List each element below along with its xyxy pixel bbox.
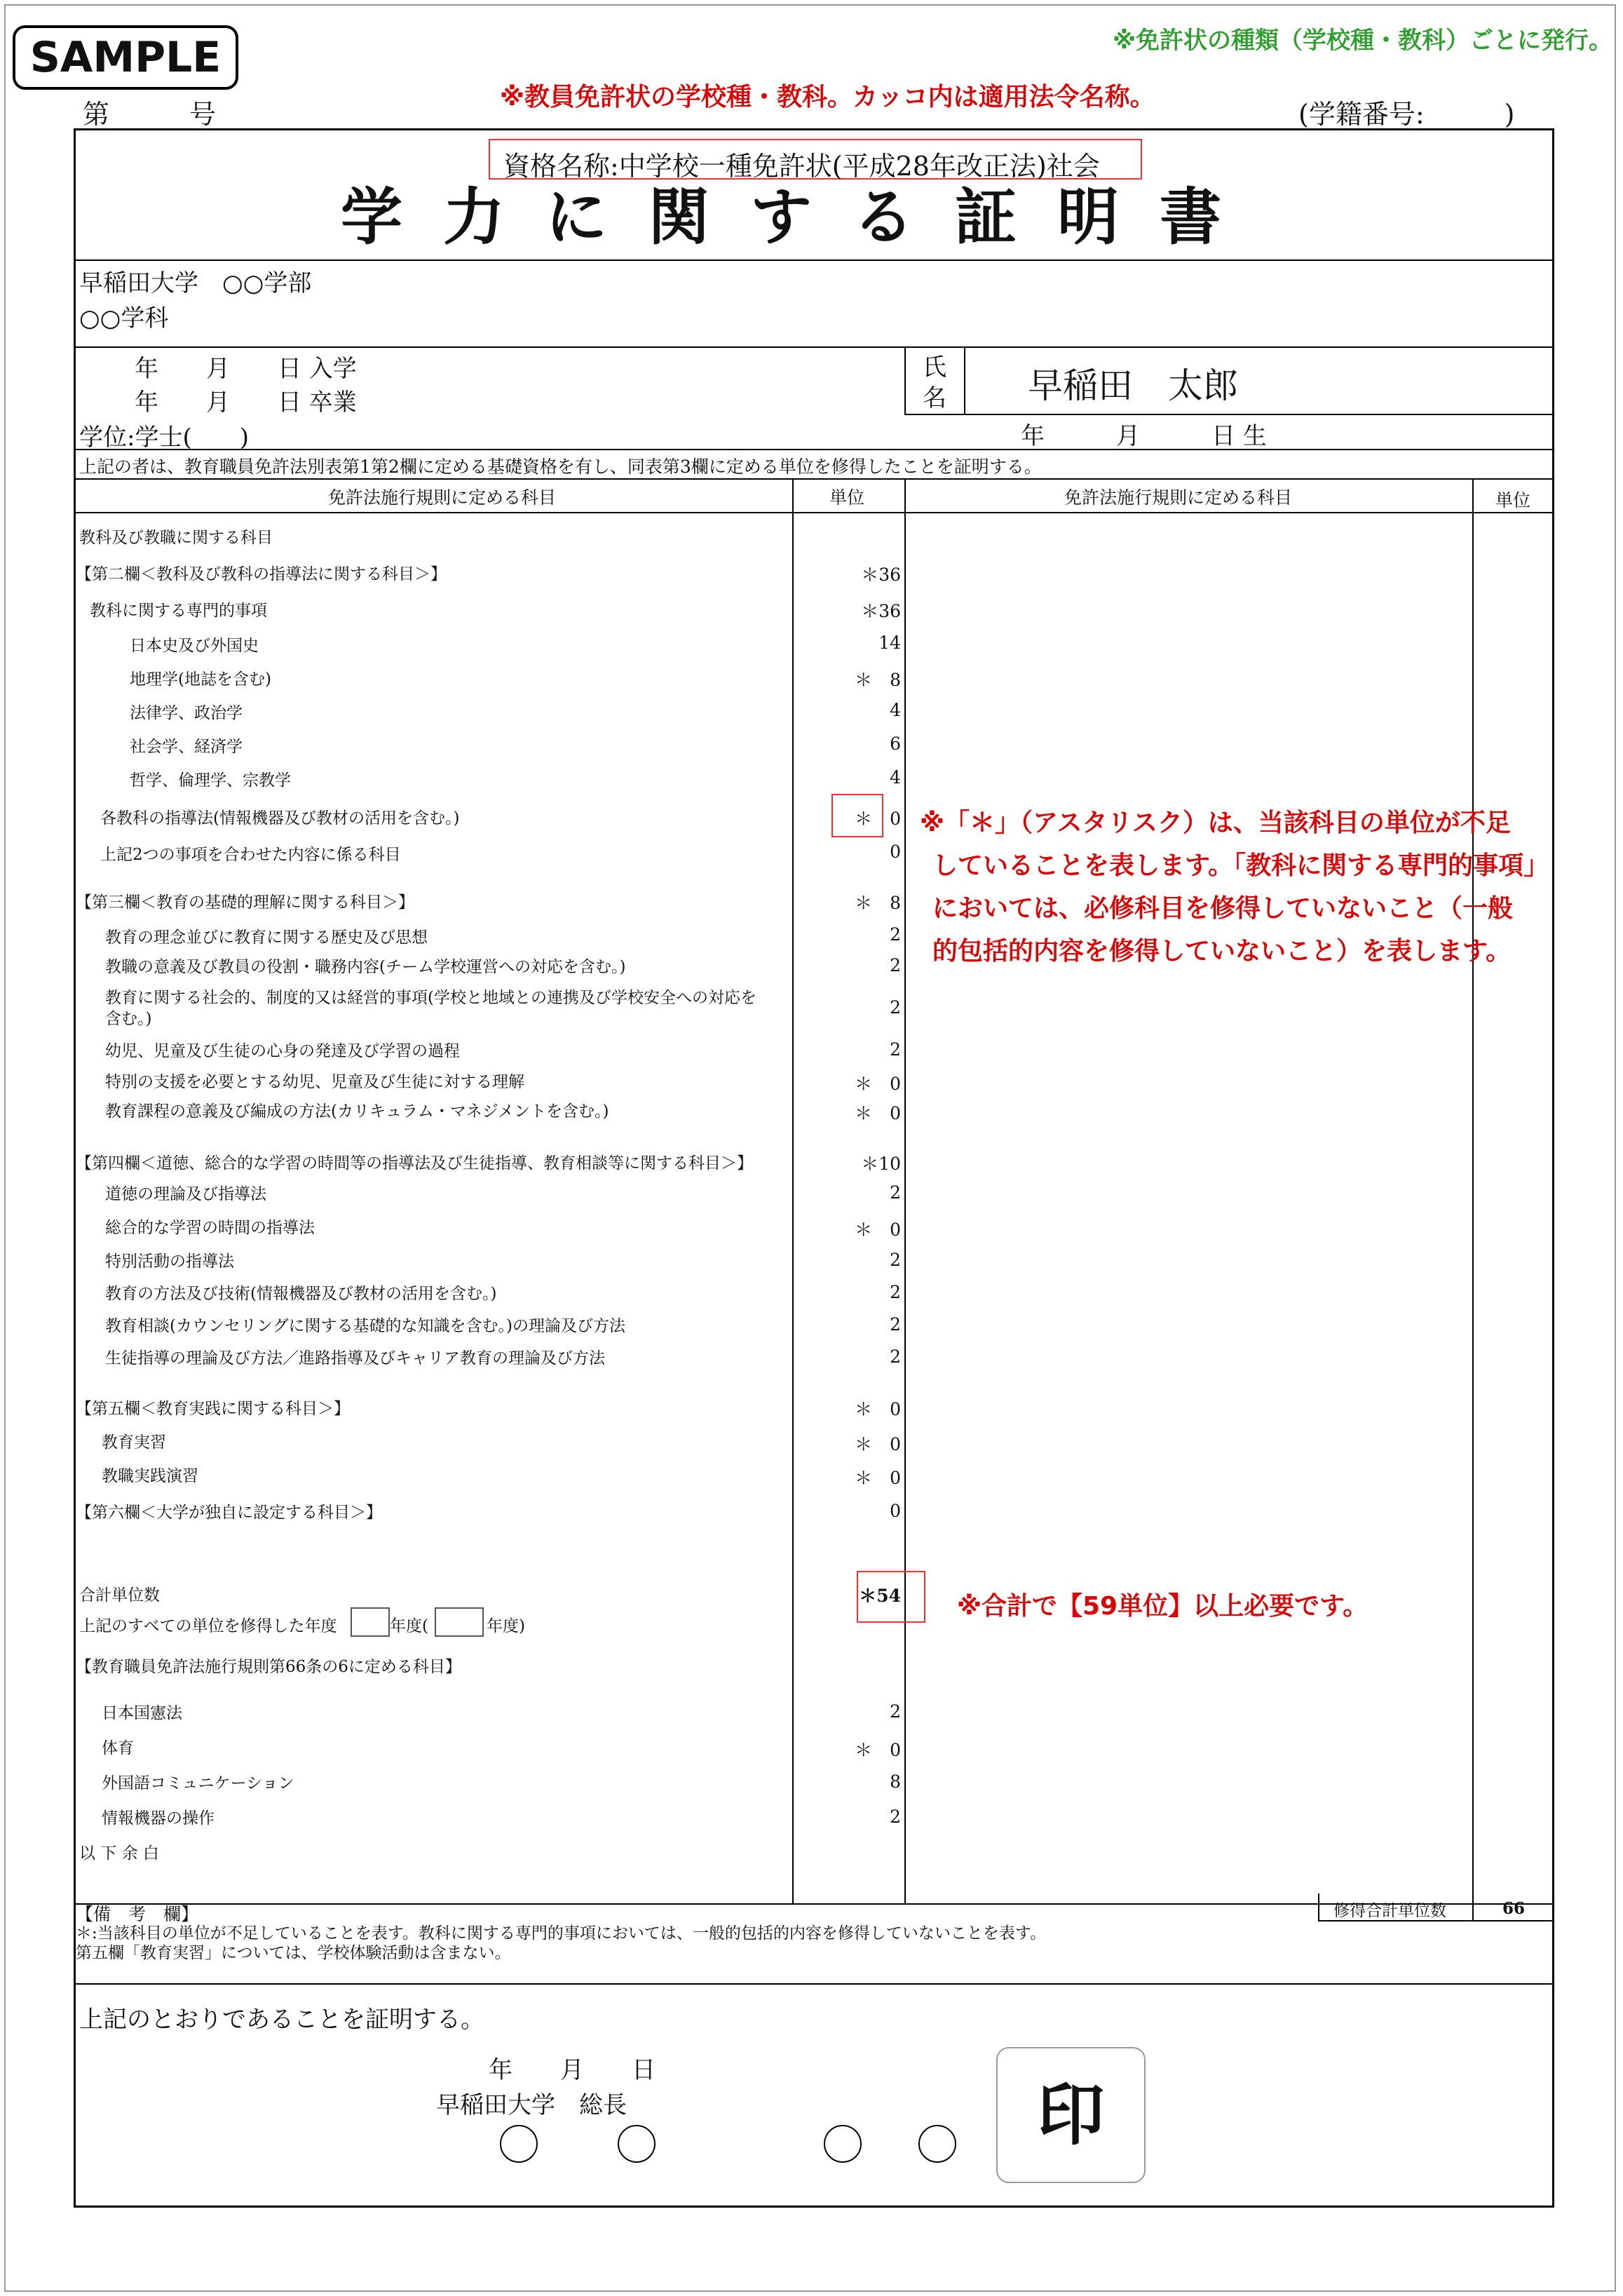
name-label: 名 (923, 384, 946, 412)
subject-credit: ＊ 0 (855, 1074, 901, 1094)
subject-label: 情報機器の操作 (102, 1809, 215, 1828)
subject-label: 教育課程の意義及び編成の方法(カリキュラム・マネジメントを含む。) (105, 1102, 609, 1121)
subject-credit: ＊ 0 (855, 809, 901, 829)
year-text: 年度( (390, 1617, 428, 1635)
subject-credit: ＊ 0 (855, 1740, 901, 1760)
subject-credit: 4 (890, 700, 901, 720)
subject-label: 【教育職員免許法施行規則第66条の6に定める科目】 (76, 1658, 461, 1676)
subject-label: 社会学、経済学 (130, 738, 243, 756)
name-label: 氏 (923, 353, 946, 381)
completion-year-label: 上記のすべての単位を修得した年度 (79, 1617, 337, 1635)
placeholder-circle (824, 2125, 862, 2163)
doc-number: 第 号 (83, 99, 217, 130)
placeholder-circle (500, 2125, 538, 2163)
note-asterisk-line: ※「＊」（アスタリスク）は、当該科目の単位が不足 (920, 809, 1511, 837)
graduation-date: 年 月 日 卒業 (135, 389, 357, 417)
subject-label: 上記2つの事項を合わせた内容に係る科目 (100, 846, 401, 864)
subject-label: 法律学、政治学 (130, 704, 243, 722)
subject-credit: ＊ 0 (855, 1434, 901, 1454)
subject-label: 教職の意義及び教員の役割・職務内容(チーム学校運営への対応を含む。) (105, 958, 626, 976)
year-box (435, 1607, 484, 1637)
total-earned-value: 66 (1502, 1899, 1526, 1918)
subject-credit: ＊ 8 (855, 670, 901, 690)
subject-credit: ＊36 (861, 565, 901, 585)
faculty: 早稲田大学 ○○学部 (79, 269, 312, 297)
subject-label: 教育の理念並びに教育に関する歴史及び思想 (105, 928, 428, 947)
document-title: 学力に関する証明書 (341, 180, 1263, 253)
subject-label: 教育相談(カウンセリングに関する基礎的な知識を含む。)の理論及び方法 (105, 1317, 625, 1335)
total-credits-label: 合計単位数 (79, 1586, 160, 1605)
department: ○○学科 (79, 304, 169, 332)
subject-credit: ＊ 0 (855, 1399, 901, 1419)
enrollment-date: 年 月 日 入学 (135, 355, 357, 383)
col-credit-header-right: 単位 (1495, 490, 1531, 511)
subject-label: 教育の方法及び技術(情報機器及び教材の活用を含む。) (105, 1285, 497, 1303)
certify-text: 上記のとおりであることを証明する。 (79, 2006, 484, 2034)
col-subject-header-right: 免許法施行規則に定める科目 (1064, 487, 1293, 508)
year-box (351, 1607, 390, 1637)
subject-label: 教科に関する専門的事項 (90, 602, 267, 620)
subject-credit: 2 (890, 1250, 901, 1270)
sample-stamp: SAMPLE (13, 25, 238, 90)
subject-label: 外国語コミュニケーション (102, 1774, 294, 1792)
subject-label: 日本国憲法 (102, 1704, 182, 1722)
subject-label: 生徒指導の理論及び方法／進路指導及びキャリア教育の理論及び方法 (105, 1349, 605, 1368)
col-subject-header: 免許法施行規則に定める科目 (328, 487, 557, 508)
certify-date: 年 月 日 (489, 2056, 656, 2084)
subject-label: 教職実践演習 (102, 1467, 198, 1485)
subject-credit: 2 (890, 1314, 901, 1335)
statement: 上記の者は、教育職員免許法別表第1第2欄に定める基礎資格を有し、同表第3欄に定める単位を修得したことを証明する。 (79, 457, 1042, 477)
qualification-name: 資格名称:中学校一種免許状(平成28年改正法)社会 (503, 151, 1100, 182)
subject-label: 地理学(地誌を含む) (130, 670, 271, 689)
subject-label: 含む。) (105, 1010, 152, 1028)
birth-date: 年 月 日 生 (1021, 422, 1267, 450)
student-name: 早稲田 太郎 (1028, 365, 1238, 406)
note-school-type: ※教員免許状の学校種・教科。カッコ内は適用法令名称。 (500, 83, 1155, 112)
remarks-label: 【備 考 欄】 (76, 1904, 199, 1924)
subject-credit: 14 (878, 633, 901, 653)
subject-credit: 2 (890, 1182, 901, 1203)
col-credit-header: 単位 (829, 487, 865, 508)
placeholder-circle (618, 2125, 656, 2163)
subject-label: 【第四欄＜道徳、総合的な学習の時間等の指導法及び生徒指導、教育相談等に関する科目＞】 (76, 1154, 753, 1173)
subject-label: 【第二欄＜教科及び教科の指導法に関する科目＞】 (76, 565, 447, 583)
subject-credit: 0 (890, 842, 901, 862)
subject-credit: 2 (890, 1807, 901, 1827)
year-text: 年度) (487, 1617, 525, 1635)
subject-credit: 2 (890, 1039, 901, 1060)
subject-label: 各教科の指導法(情報機器及び教材の活用を含む。) (100, 809, 460, 828)
subject-credit: 2 (890, 955, 901, 975)
subject-label: 哲学、倫理学、宗教学 (130, 771, 291, 790)
degree: 学位:学士( ) (79, 424, 249, 452)
subject-label: 体育 (102, 1739, 134, 1757)
subject-credit: ＊ 0 (855, 1103, 901, 1123)
subject-credit: 6 (890, 734, 901, 754)
total-credits-value: ＊54 (859, 1586, 901, 1606)
subject-credit: ＊ 0 (855, 1468, 901, 1488)
student-id-label: (学籍番号: ) (1298, 99, 1515, 130)
subject-label: 特別活動の指導法 (105, 1252, 234, 1271)
subject-label: 教育実習 (102, 1433, 166, 1452)
subject-label: 幼児、児童及び生徒の心身の発達及び学習の過程 (105, 1042, 460, 1060)
subject-credit: 2 (890, 1346, 901, 1367)
subject-credit: 4 (890, 767, 901, 788)
subject-label: 総合的な学習の時間の指導法 (105, 1219, 315, 1237)
note-issue-per-type: ※免許状の種類（学校種・教科）ごとに発行。 (1113, 27, 1613, 55)
remarks-line: ＊:当該科目の単位が不足していることを表す。教科に関する専門的事項においては、一般的包括的内容を修得していないことを表す。 (76, 1924, 1047, 1943)
subject-credit: 2 (890, 1701, 901, 1722)
subject-label: 教育に関する社会的、制度的又は経営的事項(学校と地域との連携及び学校安全への対応を (105, 989, 756, 1007)
subject-credit: 0 (890, 1501, 901, 1521)
subject-label: 【第六欄＜大学が独自に設定する科目＞】 (76, 1504, 382, 1522)
total-earned-label: 修得合計単位数 (1333, 1902, 1446, 1920)
subject-label: 道徳の理論及び指導法 (105, 1185, 266, 1203)
subject-credit: 8 (890, 1771, 901, 1792)
placeholder-circle (918, 2125, 956, 2163)
seal-stamp: 印 (996, 2047, 1146, 2183)
end-of-list: 以 下 余 白 (79, 1844, 159, 1863)
subject-label: 【第五欄＜教育実践に関する科目＞】 (76, 1400, 350, 1418)
subject-credit: ＊10 (861, 1154, 901, 1174)
subject-label: 教科及び教職に関する科目 (79, 529, 273, 547)
subject-credit: 2 (890, 1282, 901, 1302)
subject-credit: 2 (890, 997, 901, 1018)
subject-label: 【第三欄＜教育の基礎的理解に関する科目＞】 (76, 893, 414, 912)
note-asterisk-line: 的包括的内容を修得していないこと）を表します。 (932, 937, 1512, 966)
subject-credit: ＊ 0 (855, 1220, 901, 1240)
subject-credit: 2 (890, 924, 901, 945)
note-asterisk-line: していることを表します。「教科に関する専門的事項」 (932, 851, 1549, 880)
subject-label: 特別の支援を必要とする幼児、児童及び生徒に対する理解 (105, 1073, 524, 1091)
remarks-line: 第五欄「教育実習」については、学校体験活動は含まない。 (76, 1944, 511, 1962)
subject-credit: ＊ 8 (855, 893, 901, 913)
note-total-required: ※合計で【59単位】以上必要です。 (957, 1592, 1369, 1621)
subject-credit: ＊36 (861, 601, 901, 621)
note-asterisk-line: においては、必修科目を修得していないこと（一般 (932, 894, 1514, 923)
subject-label: 日本史及び外国史 (130, 637, 259, 655)
president-title: 早稲田大学 総長 (436, 2091, 627, 2119)
